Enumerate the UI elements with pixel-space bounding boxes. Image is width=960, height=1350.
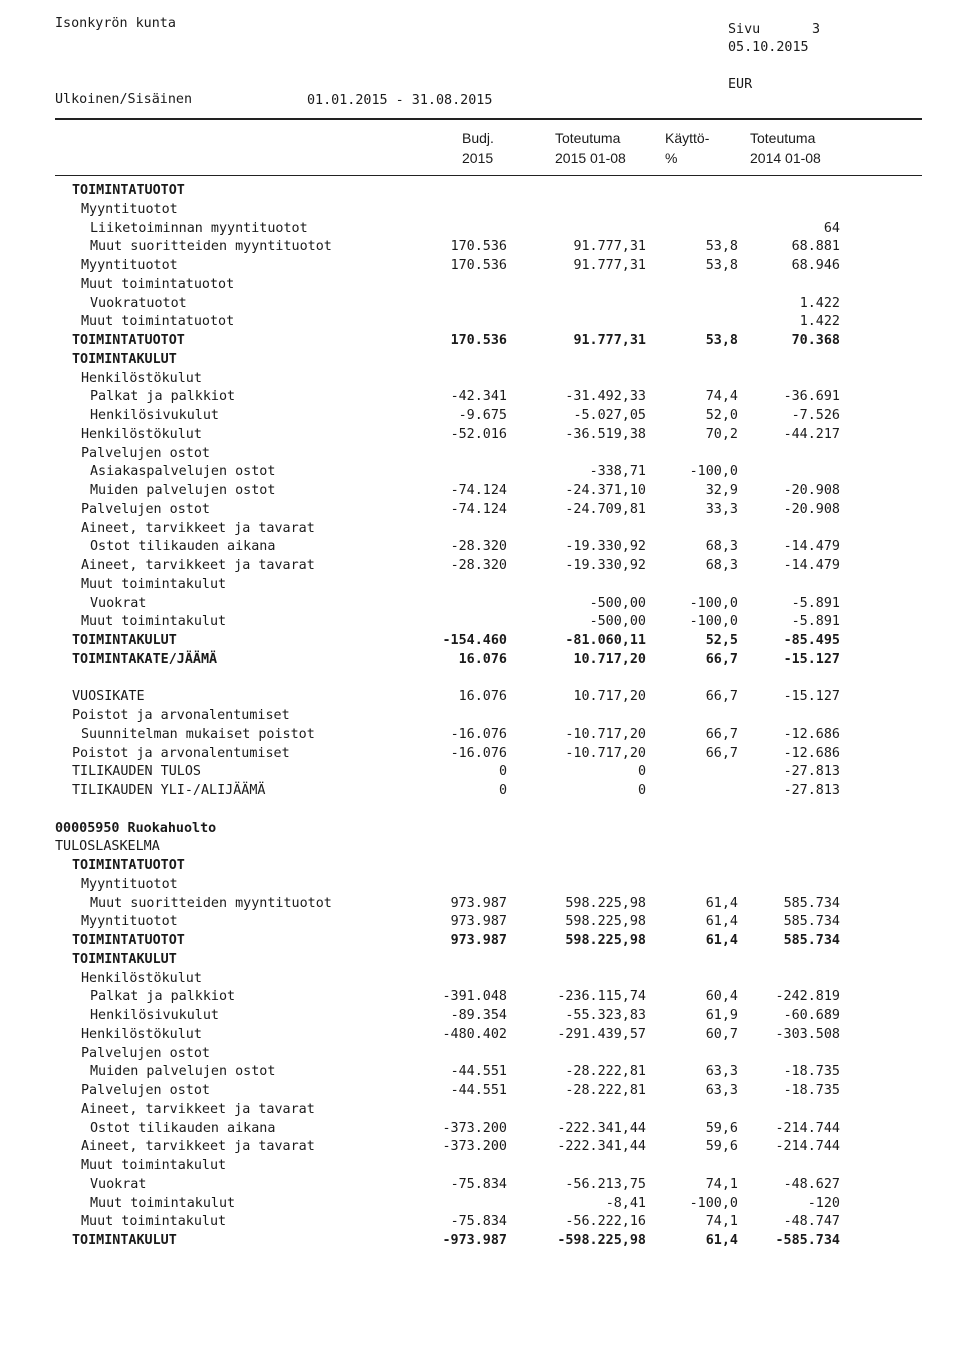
- actual-value: -81.060,11: [565, 633, 646, 648]
- page-label: Sivu: [728, 22, 761, 37]
- prev-year-value: 70.368: [791, 333, 840, 348]
- usage-percent: 68,3: [705, 539, 738, 555]
- table-row: [0, 1026, 960, 1045]
- row-label: Myyntituotot: [81, 201, 178, 217]
- budget-value: -44.551: [450, 1064, 507, 1080]
- table-row: [0, 276, 960, 295]
- row-label: Liiketoiminnan myyntituotot: [90, 220, 308, 236]
- budget-value: -480.402: [442, 1026, 507, 1042]
- table-row: [0, 1157, 960, 1176]
- table-row: [0, 1120, 960, 1139]
- prev-year-value: -44.217: [783, 426, 840, 442]
- prev-year-value: -214.744: [775, 1120, 840, 1136]
- table-row: [0, 951, 960, 970]
- table-row: [0, 557, 960, 576]
- budget-value: 0: [498, 783, 507, 798]
- prev-year-value: 1.422: [799, 314, 840, 330]
- row-label: Poistot ja arvonalentumiset: [72, 708, 290, 723]
- usage-percent: 63,3: [705, 1064, 738, 1080]
- table-row: [0, 688, 960, 707]
- row-label: Myyntituotot: [81, 914, 178, 930]
- prev-year-value: -36.691: [783, 389, 840, 405]
- budget-value: -28.320: [450, 539, 507, 555]
- usage-percent: 61,4: [705, 895, 738, 911]
- usage-percent: -100,0: [689, 1195, 738, 1211]
- prev-year-value: -303.508: [775, 1026, 840, 1042]
- budget-value: -16.076: [450, 726, 507, 742]
- usage-percent: 53,8: [705, 239, 738, 255]
- actual-value: -24.371,10: [565, 483, 646, 498]
- table-row: [0, 913, 960, 932]
- prev-year-value: 585.734: [783, 895, 840, 911]
- usage-percent: 59,6: [705, 1120, 738, 1136]
- actual-value: -55.323,83: [565, 1008, 646, 1023]
- prev-year-value: 585.734: [783, 914, 840, 930]
- row-label: Aineet, tarvikkeet ja tavarat: [81, 520, 315, 536]
- row-label: Aineet, tarvikkeet ja tavarat: [81, 1101, 315, 1117]
- table-row: [0, 1101, 960, 1120]
- usage-percent: 52,5: [705, 633, 738, 648]
- usage-percent: -100,0: [689, 595, 738, 611]
- report-scope: Ulkoinen/Sisäinen: [55, 92, 193, 107]
- actual-value: -19.330,92: [565, 539, 646, 555]
- row-label: Muut toimintatuotot: [81, 276, 235, 292]
- table-row: [0, 782, 960, 801]
- usage-percent: 74,4: [705, 389, 738, 405]
- budget-value: -42.341: [450, 389, 507, 405]
- prev-year-value: -27.813: [783, 764, 840, 780]
- table-row: [0, 257, 960, 276]
- actual-value: -222.341,44: [557, 1120, 646, 1136]
- table-row: [0, 1007, 960, 1026]
- table-row: [0, 763, 960, 782]
- actual-value: -10.717,20: [565, 745, 646, 761]
- row-label: Aineet, tarvikkeet ja tavarat: [81, 1139, 315, 1155]
- page-number: 3: [812, 22, 821, 37]
- table-row: [0, 407, 960, 426]
- table-row: [0, 220, 960, 239]
- prev-year-value: -120: [807, 1195, 840, 1211]
- table-row: [0, 182, 960, 201]
- currency-label: EUR: [728, 77, 753, 92]
- usage-percent: 66,7: [705, 726, 738, 742]
- actual-value: 0: [637, 783, 646, 798]
- usage-percent: 66,7: [705, 689, 738, 705]
- table-row: [0, 501, 960, 520]
- prev-year-value: -15.127: [783, 689, 840, 705]
- row-label: Henkilöstökulut: [81, 426, 202, 442]
- budget-value: -9.675: [458, 408, 507, 423]
- row-label: Muut toimintatuotot: [81, 314, 235, 330]
- table-row: [0, 1138, 960, 1157]
- row-label: Asiakaspalvelujen ostot: [90, 464, 276, 480]
- column-header-rule: [55, 175, 922, 176]
- actual-value: -36.519,38: [565, 426, 646, 442]
- prev-year-value: -585.734: [775, 1233, 840, 1248]
- usage-percent: -100,0: [689, 614, 738, 630]
- usage-percent: 61,4: [705, 933, 738, 948]
- prev-year-value: -15.127: [783, 651, 840, 667]
- usage-percent: 60,7: [705, 1026, 738, 1042]
- row-label: Muut toimintakulut: [90, 1195, 236, 1211]
- actual-value: -500,00: [589, 595, 646, 611]
- usage-percent: 60,4: [705, 989, 738, 1005]
- table-row: [0, 201, 960, 220]
- actual-value: -8,41: [605, 1195, 646, 1211]
- usage-percent: 52,0: [705, 408, 738, 423]
- row-label: Palvelujen ostot: [81, 445, 210, 461]
- budget-value: 170.536: [450, 258, 507, 273]
- table-row: [0, 332, 960, 351]
- table-row: [0, 538, 960, 557]
- table-row: [0, 651, 960, 670]
- budget-value: -44.551: [450, 1083, 507, 1098]
- usage-percent: 32,9: [705, 483, 738, 498]
- budget-value: -16.076: [450, 745, 507, 761]
- budget-value: 16.076: [458, 651, 507, 667]
- actual-value: -5.027,05: [573, 408, 646, 423]
- table-row: [0, 970, 960, 989]
- prev-year-value: -18.735: [783, 1083, 840, 1098]
- actual-value: -24.709,81: [565, 501, 646, 517]
- table-row: [0, 595, 960, 614]
- row-label: TILIKAUDEN YLI-/ALIJÄÄMÄ: [72, 783, 266, 798]
- usage-percent: 59,6: [705, 1139, 738, 1155]
- table-row: [0, 295, 960, 314]
- budget-value: -391.048: [442, 989, 507, 1005]
- table-row: [0, 1176, 960, 1195]
- table-row: [0, 726, 960, 745]
- table-row: [0, 370, 960, 389]
- prev-year-value: -14.479: [783, 539, 840, 555]
- budget-value: 973.987: [450, 933, 507, 948]
- table-row: [0, 520, 960, 539]
- row-label: Poistot ja arvonalentumiset: [72, 745, 290, 761]
- budget-value: -52.016: [450, 426, 507, 442]
- col-usage-header: Käyttö-: [665, 130, 710, 146]
- row-label: TULOSLASKELMA: [55, 839, 160, 855]
- usage-percent: 68,3: [705, 558, 738, 573]
- row-label: 00005950 Ruokahuolto: [55, 820, 217, 836]
- actual-value: -598.225,98: [557, 1233, 646, 1248]
- prev-year-value: -12.686: [783, 745, 840, 761]
- prev-year-value: -60.689: [783, 1008, 840, 1023]
- table-row: [0, 388, 960, 407]
- prev-year-value: 68.946: [791, 258, 840, 273]
- table-row: [0, 632, 960, 651]
- table-row: [0, 482, 960, 501]
- row-label: VUOSIKATE: [72, 689, 145, 705]
- prev-year-value: 585.734: [783, 933, 840, 948]
- row-label: Suunnitelman mukaiset poistot: [81, 726, 315, 742]
- budget-value: 973.987: [450, 914, 507, 930]
- prev-year-value: -214.744: [775, 1139, 840, 1155]
- row-label: TOIMINTAKATE/JÄÄMÄ: [72, 651, 218, 667]
- budget-value: 16.076: [458, 689, 507, 705]
- row-label: TOIMINTATUOTOT: [72, 183, 185, 198]
- actual-value: 10.717,20: [573, 689, 646, 705]
- table-row: [0, 707, 960, 726]
- usage-percent: 66,7: [705, 745, 738, 761]
- actual-value: -19.330,92: [565, 558, 646, 573]
- table-row: [0, 613, 960, 632]
- row-label: Muiden palvelujen ostot: [90, 483, 276, 498]
- row-label: Palvelujen ostot: [81, 1045, 210, 1061]
- table-row: [0, 313, 960, 332]
- table-row: [0, 857, 960, 876]
- usage-percent: 74,1: [705, 1176, 738, 1192]
- prev-year-value: 1.422: [799, 295, 840, 311]
- row-label: Palvelujen ostot: [81, 1083, 210, 1098]
- table-row: [0, 445, 960, 464]
- actual-value: 598.225,98: [565, 933, 646, 948]
- row-label: Muut toimintakulut: [81, 614, 227, 630]
- usage-percent: 74,1: [705, 1214, 738, 1230]
- actual-value: -500,00: [589, 614, 646, 630]
- table-row: [0, 932, 960, 951]
- row-label: Muut suoritteiden myyntituotot: [90, 239, 332, 255]
- row-label: Henkilösivukulut: [90, 1008, 219, 1023]
- budget-value: -89.354: [450, 1008, 507, 1023]
- budget-value: -373.200: [442, 1139, 507, 1155]
- report-date: 05.10.2015: [728, 40, 809, 55]
- actual-value: -31.492,33: [565, 389, 646, 405]
- table-row: [0, 576, 960, 595]
- table-row: [0, 1195, 960, 1214]
- budget-value: 170.536: [450, 333, 507, 348]
- prev-year-value: -20.908: [783, 483, 840, 498]
- prev-year-value: -48.747: [783, 1214, 840, 1230]
- usage-percent: 61,4: [705, 914, 738, 930]
- col-budget-header: Budj.: [462, 130, 494, 146]
- actual-value: 91.777,31: [573, 239, 646, 255]
- budget-value: 0: [498, 764, 507, 780]
- table-row: [0, 463, 960, 482]
- table-row: [0, 745, 960, 764]
- budget-value: -28.320: [450, 558, 507, 573]
- row-label: Muut toimintakulut: [81, 576, 227, 592]
- table-row: [0, 1063, 960, 1082]
- budget-value: -75.834: [450, 1176, 507, 1192]
- actual-value: 598.225,98: [565, 895, 646, 911]
- budget-value: -75.834: [450, 1214, 507, 1230]
- actual-value: -10.717,20: [565, 726, 646, 742]
- header-rule: [55, 118, 922, 120]
- actual-value: 0: [637, 764, 646, 780]
- row-label: Henkilösivukulut: [90, 408, 219, 423]
- budget-value: -154.460: [442, 633, 507, 648]
- actual-value: -28.222,81: [565, 1083, 646, 1098]
- prev-year-value: 64: [823, 220, 840, 236]
- col-usage-unit: %: [665, 150, 678, 166]
- row-label: TOIMINTATUOTOT: [72, 333, 185, 348]
- prev-year-value: -14.479: [783, 558, 840, 573]
- row-label: TOIMINTAKULUT: [72, 633, 177, 648]
- row-label: Aineet, tarvikkeet ja tavarat: [81, 558, 315, 573]
- table-row: [0, 351, 960, 370]
- row-label: Muut toimintakulut: [81, 1214, 227, 1230]
- prev-year-value: -20.908: [783, 501, 840, 517]
- row-label: Palvelujen ostot: [81, 501, 210, 517]
- usage-percent: 61,9: [705, 1008, 738, 1023]
- organization-name: Isonkyrön kunta: [55, 16, 176, 31]
- actual-value: -56.213,75: [565, 1176, 646, 1192]
- table-row: [0, 895, 960, 914]
- budget-value: 170.536: [450, 239, 507, 255]
- row-label: Henkilöstökulut: [81, 970, 202, 986]
- table-row: [0, 238, 960, 257]
- usage-percent: 70,2: [705, 426, 738, 442]
- row-label: TOIMINTAKULUT: [72, 351, 177, 367]
- budget-value: -973.987: [442, 1233, 507, 1248]
- actual-value: -28.222,81: [565, 1064, 646, 1080]
- col-actual-header: Toteutuma: [555, 130, 621, 146]
- row-label: Henkilöstökulut: [81, 1026, 202, 1042]
- table-row: [0, 1232, 960, 1251]
- table-row: [0, 1213, 960, 1232]
- row-label: Ostot tilikauden aikana: [90, 1120, 276, 1136]
- usage-percent: 63,3: [705, 1083, 738, 1098]
- col-prev-period: 2014 01-08: [750, 150, 821, 166]
- row-label: Muut toimintakulut: [81, 1158, 227, 1173]
- table-row: [0, 988, 960, 1007]
- usage-percent: 53,8: [705, 258, 738, 273]
- usage-percent: 33,3: [705, 501, 738, 517]
- row-label: Vuokrat: [90, 1176, 147, 1192]
- actual-value: 10.717,20: [573, 651, 646, 667]
- actual-value: -222.341,44: [557, 1139, 646, 1155]
- budget-value: -74.124: [450, 483, 507, 498]
- col-actual-period: 2015 01-08: [555, 150, 626, 166]
- actual-value: 91.777,31: [573, 258, 646, 273]
- budget-value: -74.124: [450, 501, 507, 517]
- table-row: [0, 426, 960, 445]
- prev-year-value: -242.819: [775, 989, 840, 1005]
- row-label: Palkat ja palkkiot: [90, 989, 236, 1005]
- actual-value: -236.115,74: [557, 989, 646, 1005]
- col-budget-year: 2015: [462, 150, 494, 166]
- usage-percent: -100,0: [689, 464, 738, 480]
- row-label: Henkilöstökulut: [81, 370, 202, 386]
- col-prev-header: Toteutuma: [750, 130, 816, 146]
- table-row: [0, 1082, 960, 1101]
- prev-year-value: -5.891: [791, 595, 840, 611]
- actual-value: -56.222,16: [565, 1214, 646, 1230]
- table-row: [0, 876, 960, 895]
- row-label: Muiden palvelujen ostot: [90, 1064, 276, 1080]
- prev-year-value: -85.495: [783, 633, 840, 648]
- table-row: [0, 1045, 960, 1064]
- usage-percent: 53,8: [705, 333, 738, 348]
- usage-percent: 61,4: [705, 1233, 738, 1248]
- row-label: TOIMINTAKULUT: [72, 951, 177, 967]
- row-label: TOIMINTATUOTOT: [72, 933, 185, 948]
- table-row: [0, 820, 960, 839]
- budget-value: -373.200: [442, 1120, 507, 1136]
- usage-percent: 66,7: [705, 651, 738, 667]
- report-period: 01.01.2015 - 31.08.2015: [307, 93, 493, 108]
- row-label: Vuokratuotot: [90, 295, 187, 311]
- prev-year-value: -12.686: [783, 726, 840, 742]
- prev-year-value: -5.891: [791, 614, 840, 630]
- prev-year-value: 68.881: [791, 239, 840, 255]
- row-label: Ostot tilikauden aikana: [90, 539, 276, 555]
- prev-year-value: -48.627: [783, 1176, 840, 1192]
- row-label: Myyntituotot: [81, 876, 178, 892]
- budget-value: 973.987: [450, 895, 507, 911]
- prev-year-value: -18.735: [783, 1064, 840, 1080]
- row-label: Myyntituotot: [81, 258, 178, 273]
- actual-value: -291.439,57: [557, 1026, 646, 1042]
- row-label: Muut suoritteiden myyntituotot: [90, 895, 332, 911]
- row-label: Palkat ja palkkiot: [90, 389, 236, 405]
- row-label: TOIMINTATUOTOT: [72, 858, 185, 873]
- actual-value: 91.777,31: [573, 333, 646, 348]
- row-label: TILIKAUDEN TULOS: [72, 764, 201, 780]
- row-label: TOIMINTAKULUT: [72, 1233, 177, 1248]
- actual-value: -338,71: [589, 464, 646, 480]
- row-label: Vuokrat: [90, 595, 147, 611]
- actual-value: 598.225,98: [565, 914, 646, 930]
- table-row: [0, 838, 960, 857]
- prev-year-value: -27.813: [783, 783, 840, 798]
- prev-year-value: -7.526: [791, 408, 840, 423]
